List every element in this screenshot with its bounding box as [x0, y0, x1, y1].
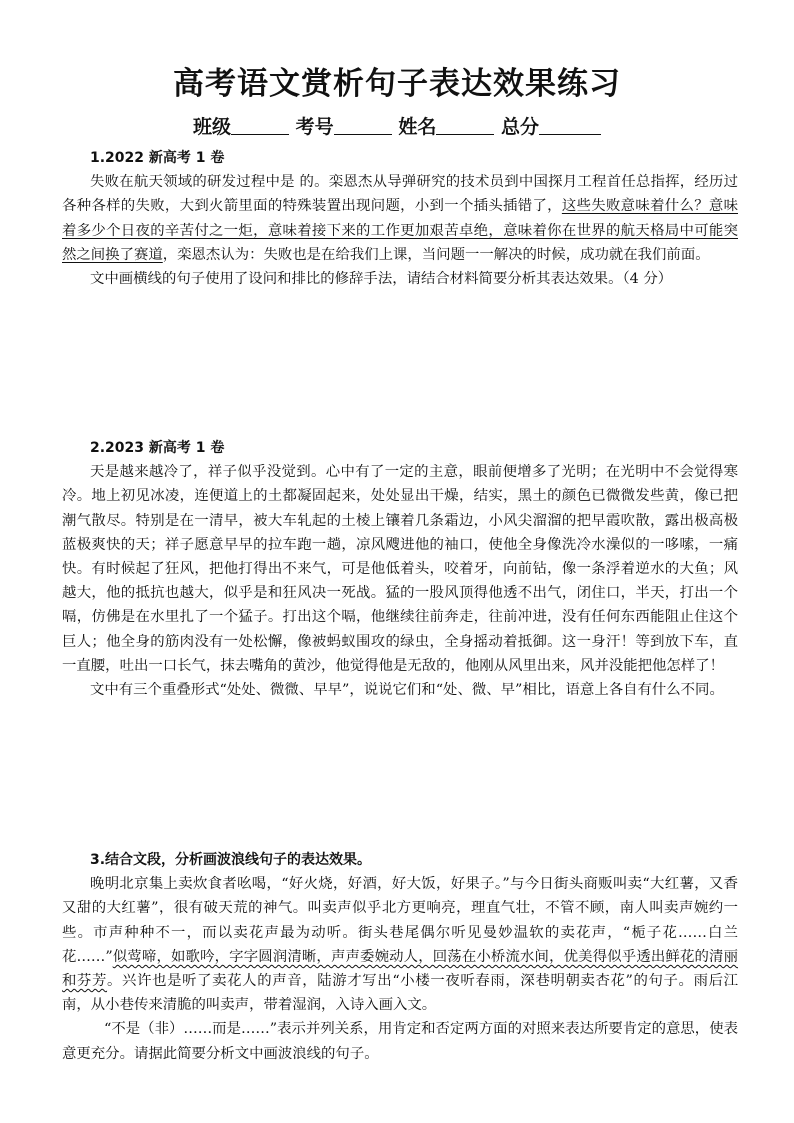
question-3-passage	[62, 872, 738, 1017]
q1-passage-pre: 失败在航天领域的研发过程中是 的。栾恩杰从导弹研究的技术员到中国探月工程首任总指挥，经历过各种各样的失败，大到火箭里面的特殊装置出现问题，小到一个插头插错了，	[62, 174, 738, 215]
question-2	[62, 436, 738, 702]
name-label: 姓名	[398, 116, 437, 138]
question-1-passage	[62, 170, 738, 267]
question-2-prompt: 文中有三个重叠形式“处处、微微、早早”，说说它们和“处、微、早”相比，语意上各自有什么不同。	[90, 682, 724, 699]
question-3-heading: 3.结合文段，分析画波浪线句子的表达效果。	[90, 852, 372, 868]
q1-passage-post: ，栾恩杰认为：失败也是在给我们上课，当问题一一解决的时候，成功就在我们前面。	[162, 246, 710, 263]
question-1-heading: 1.2022 新高考 1 卷	[90, 150, 225, 166]
question-1-prompt: 文中画横线的句子使用了设问和排比的修辞手法，请结合材料简要分析其表达效果。（4 分）	[90, 271, 673, 288]
student-info-line	[0, 112, 794, 139]
q1-underlined-sentence: 这些失败意味着什么？意味着多少个日夜的辛苦付之一炬，意味着接下来的工作更加艰苦卓绝，意味着你在世界的航天格局中可能突然之间换了赛道	[62, 198, 738, 263]
number-blank[interactable]	[334, 116, 392, 135]
q3-passage-post: 。兴许也是听了卖花人的声音，陆游才写出“小楼一夜听春雨，深巷明朝卖杏花”的句子。雨后江南，从小巷传来清脆的叫卖声，带着湿润，入诗入画入文。	[62, 973, 738, 1014]
score-label: 总分	[500, 116, 539, 138]
question-3-note: “不是（非）……而是……”表示并列关系，用肯定和否定两方面的对照来表达所要肯定的意思，使表意更充分。请据此简要分析文中画波浪线的句子。	[62, 1021, 738, 1062]
q3-wavy-sentence: 似莺啼，如歌吟，字字圆润清晰，声声委婉动人，回荡在小桥流水间，优美得似乎透出鲜花的清丽和芬芳	[62, 948, 738, 990]
question-2-passage: 天是越来越冷了，祥子似乎没觉到。心中有了一定的主意，眼前便增多了光明；在光明中不会觉得寒冷。地上初见冰凌，连便道上的土都凝固起来，处处显出干燥，结实，黑土的颜色已微微发些黄，像已把潮气散尽。特别是在一清早，被大车轧起的土棱上镶着几条霜边，小风尖溜溜的把早霞吹散，露出极高极蓝极爽快的天；祥子愿意早早的拉车跑一趟，凉风飕进他的袖口，使他全身像洗冷水澡似的一哆嗦，一痛快。有时候起了狂风，把他打得出不来气，可是他低着头，咬着牙，向前钻，像一条浮着逆水的大鱼；风越大，他的抵抗也越大，似乎是和狂风决一死战。猛的一股风顶得他透不出气，闭住口，半天，打出一个嗝，仿佛是在水里扎了一个猛子。打出这个嗝，他继续往前奔走，往前冲进，没有任何东西能阻止住这个巨人；他全身的筋肉没有一处松懈，像被蚂蚁围攻的绿虫，全身摇动着抵御。这一身汗！等到放下车，直一直腰，吐出一口长气，抹去嘴角的黄沙，他觉得他是无敌的，他刚从风里出来，风并没能把他怎样了！	[62, 464, 738, 674]
page-title: 高考语文赏析句子表达效果练习	[173, 66, 621, 102]
name-blank[interactable]	[436, 116, 494, 135]
number-label: 考号	[295, 116, 334, 138]
question-2-heading: 2.2023 新高考 1 卷	[90, 440, 225, 456]
score-blank[interactable]	[539, 116, 601, 135]
question-3	[62, 848, 738, 1066]
class-label: 班级	[193, 116, 232, 138]
class-blank[interactable]	[231, 116, 289, 135]
q3-passage-pre: 晚明北京集上卖炊食者吆喝，“好火烧，好酒，好大饭，好果子。”与今日街头商贩叫卖“大红薯，又香又甜的大红薯”，很有破天荒的神气。叫卖声似乎北方更响亮，理直气壮，不管不顾，南人叫卖声婉约一些。市声种种不一，而以卖花声最为动听。街头巷尾偶尔听见曼妙温软的卖花声，“栀子花……白兰花……”	[62, 876, 738, 965]
question-1	[62, 146, 738, 291]
